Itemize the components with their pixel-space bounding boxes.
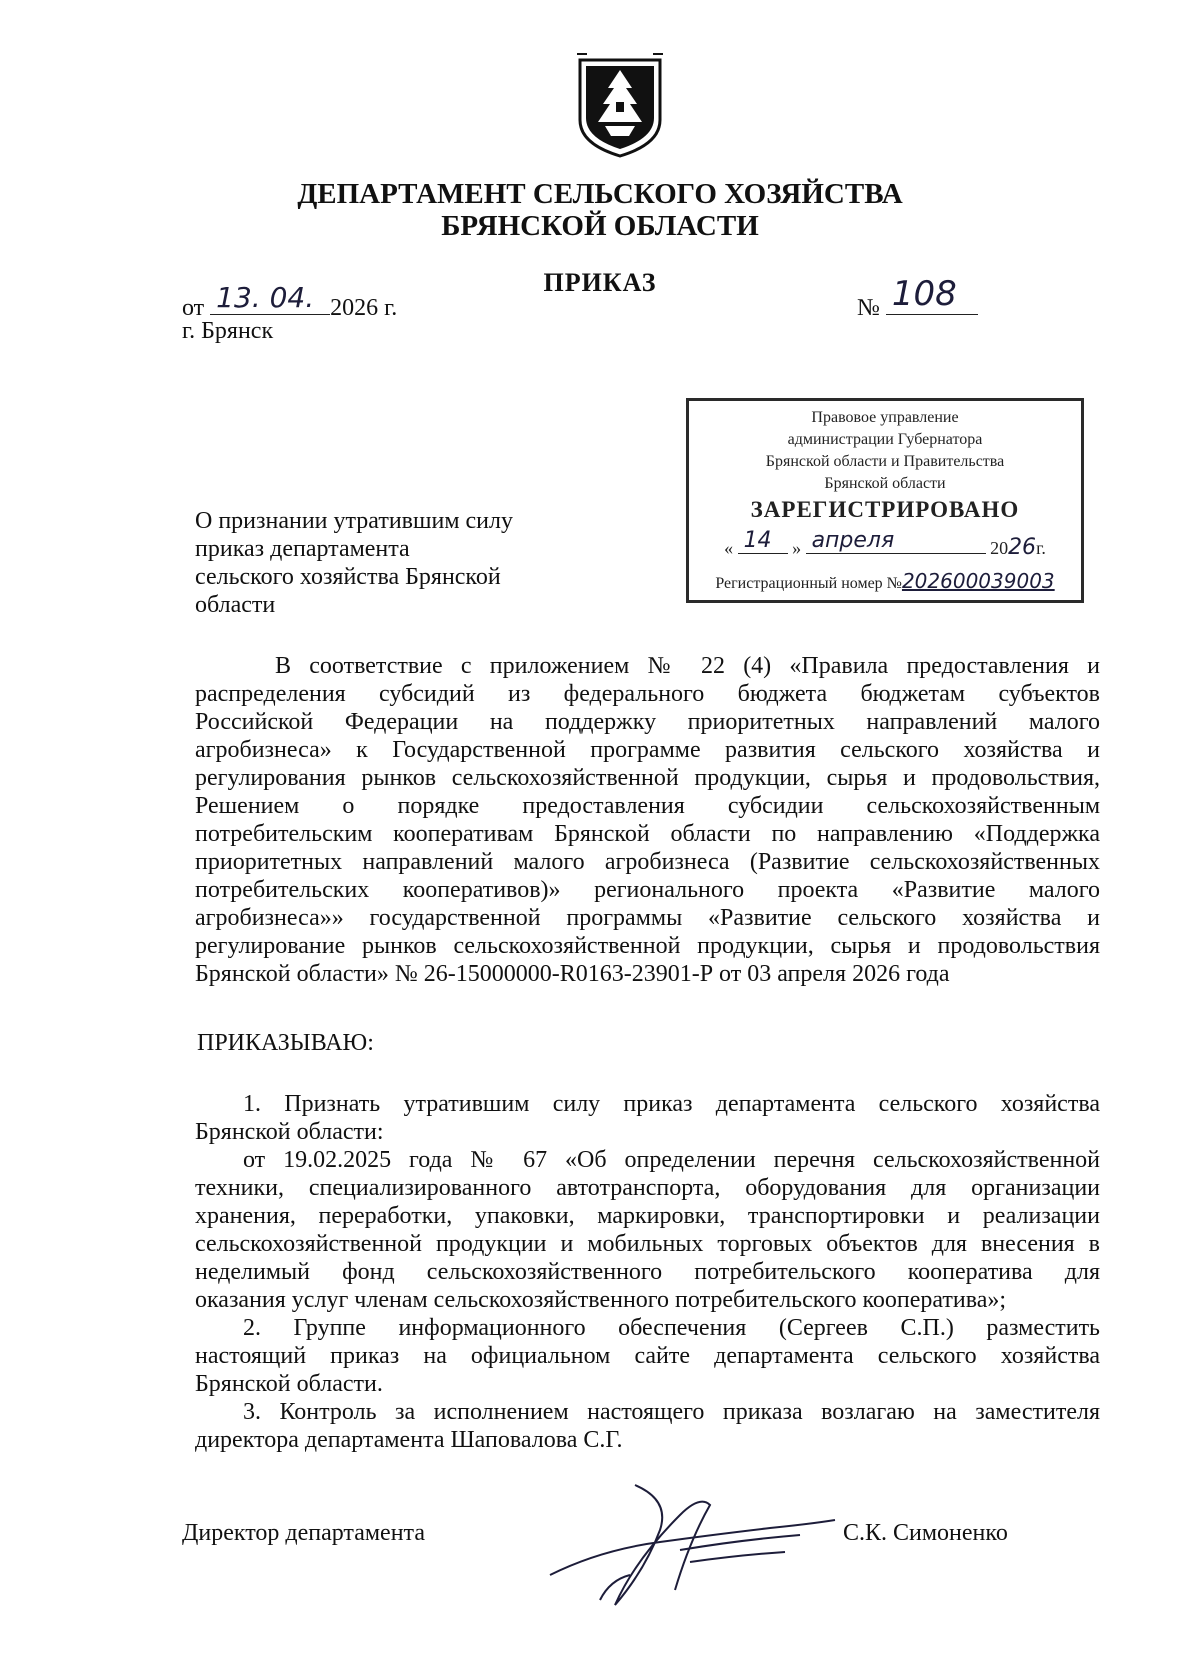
preamble-line: распределения субсидий из федерального бюджета бюджетам субъектов (195, 681, 1100, 707)
item-line: техники, специализированного автотранспорта, оборудования для организации (195, 1175, 1100, 1201)
preamble-paragraph (195, 652, 1100, 988)
date-handwritten: 13. 04. (216, 281, 315, 314)
date-suffix: 2026 г. (330, 295, 398, 321)
stamp-regnum-line (689, 569, 1081, 593)
department-name-line1: ДЕПАРТАМЕНТ СЕЛЬСКОГО ХОЗЯЙСТВА (297, 178, 903, 210)
stamp-year-prefix: 20 (990, 538, 1009, 558)
date-prefix: от (182, 295, 205, 321)
stamp-month-field (806, 528, 986, 554)
subject-line: области (195, 592, 276, 618)
order-item-3 (195, 1398, 1100, 1454)
item-line: директора департамента Шаповалова С.Г. (195, 1427, 623, 1453)
stamp-regnum-label: Регистрационный номер № (715, 575, 902, 592)
stamp-regnum-handwritten: 202600039003 (901, 569, 1055, 593)
preamble-line: Российской Федерации на поддержку приоритетных направлений малого (195, 709, 1100, 735)
registration-stamp (686, 398, 1084, 603)
item-line: хранения, переработки, упаковки, маркировки, транспортировки и реализации (195, 1203, 1100, 1229)
number-handwritten: 108 (891, 274, 957, 314)
order-item-1 (195, 1090, 1100, 1146)
order-item-1-sub (195, 1146, 1100, 1314)
preamble-line: регулирование рынков сельскохозяйственной продукции, сырья и продовольствия (195, 933, 1100, 959)
stamp-day-field (738, 528, 788, 554)
item-line: настоящий приказ на официальном сайте департамента сельского хозяйства (195, 1343, 1100, 1369)
item-line: сельскохозяйственной продукции и мобильных торговых объектов для внесения в (195, 1231, 1100, 1257)
signatory-position: Директор департамента (182, 1520, 425, 1546)
item-line: 2. Группе информационного обеспечения (Сергеев С.П.) разместить (243, 1315, 1100, 1341)
item-line: неделимый фонд сельскохозяйственного потребительского кооператива для (195, 1259, 1100, 1285)
preamble-line: агробизнеса» к Государственной программе развития сельского хозяйства и (195, 737, 1100, 763)
stamp-line4: Брянской области (824, 475, 946, 492)
document-type-title: ПРИКАЗ (543, 268, 657, 297)
date-line (182, 281, 398, 322)
stamp-date-line (689, 528, 1081, 560)
item-line: 1. Признать утратившим силу приказ департамента сельского хозяйства (243, 1091, 1100, 1117)
order-word: ПРИКАЗЫВАЮ: (197, 1030, 374, 1056)
stamp-registered: ЗАРЕГИСТРИРОВАНО (750, 497, 1020, 522)
preamble-line: Брянской области» № 26-15000000-R0163-23901-Р от 03 апреля 2026 года (195, 961, 950, 987)
handwritten-signature (540, 1480, 840, 1610)
preamble-line: Решением о порядке предоставления субсидии сельскохозяйственным (195, 793, 1100, 819)
item-line: Брянской области. (195, 1371, 383, 1397)
stamp-day-close: » (792, 538, 802, 558)
number-prefix: № (857, 295, 880, 321)
number-field (886, 274, 978, 315)
department-name-line2: БРЯНСКОЙ ОБЛАСТИ (441, 210, 759, 242)
stamp-line1: Правовое управление (811, 409, 959, 426)
preamble-line: потребительских кооперативов)» регионального проекта «Развитие малого (195, 877, 1100, 903)
preamble-line: регулирования рынков сельскохозяйственной продукции, сырья и продовольствия, (195, 765, 1100, 791)
signatory-name: С.К. Симоненко (843, 1520, 1008, 1546)
subject-line: О признании утратившим силу (195, 508, 513, 534)
order-subject (195, 507, 545, 619)
item-line: 3. Контроль за исполнением настоящего приказа возлагаю на заместителя (243, 1399, 1100, 1425)
item-line: от 19.02.2025 года № 67 «Об определении перечня сельскохозяйственной (243, 1147, 1100, 1173)
order-item-2 (195, 1314, 1100, 1398)
date-field (210, 281, 330, 315)
preamble-line: агробизнеса»» государственной программы «Развитие сельского хозяйства и (195, 905, 1100, 931)
stamp-day-handwritten: 14 (743, 528, 772, 553)
stamp-line3: Брянской области и Правительства (765, 453, 1005, 470)
number-line (857, 274, 978, 322)
stamp-month-handwritten: апреля (811, 528, 895, 553)
item-line: оказания услуг членам сельскохозяйственного потребительского кооператива»; (195, 1287, 1007, 1313)
stamp-year-suffix: г. (1036, 538, 1046, 558)
preamble-line: потребительским кооперативам Брянской области по направлению «Поддержка (195, 821, 1100, 847)
preamble-line: приоритетных направлений малого агробизнеса (Развитие сельскохозяйственных (195, 849, 1100, 875)
stamp-day-open: « (724, 538, 734, 558)
subject-line: приказ департамента (195, 536, 410, 562)
city: г. Брянск (182, 318, 274, 344)
stamp-year-handwritten: 26 (1008, 535, 1037, 560)
stamp-line2: администрации Губернатора (787, 431, 983, 448)
coat-of-arms-emblem (575, 52, 665, 162)
subject-line: сельского хозяйства Брянской (195, 564, 501, 590)
preamble-line: В соответствие с приложением № 22 (4) «Правила предоставления и (275, 653, 1100, 679)
item-line: Брянской области: (195, 1119, 384, 1145)
